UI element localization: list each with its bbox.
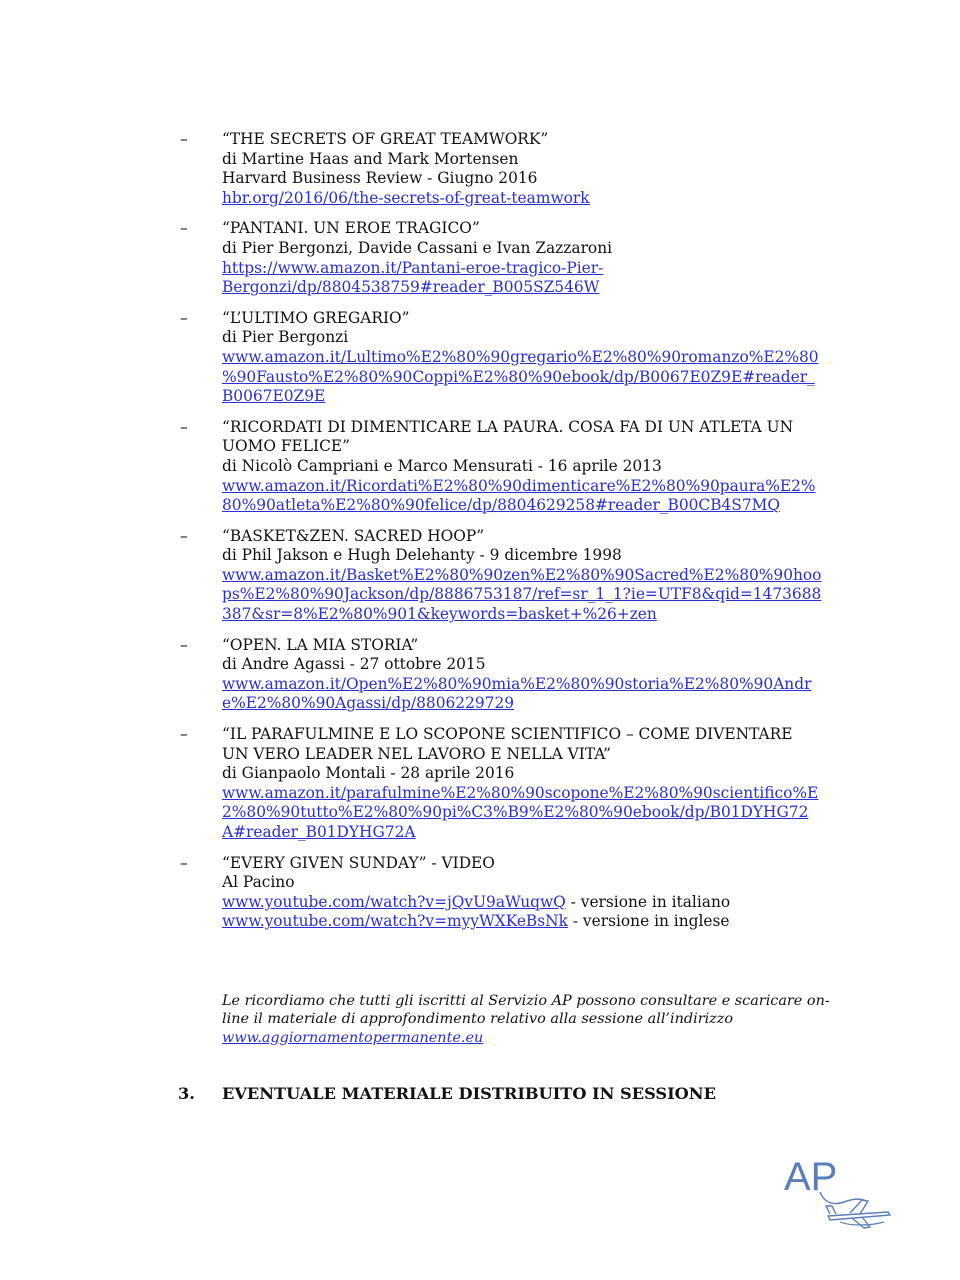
list-item [176, 854, 816, 932]
ref-link[interactable]: 2%80%90tutto%E2%80%90pi%C3%B9%E2%80%90ebook/dp/B01DYHG72 [222, 803, 809, 822]
ref-link[interactable]: www.amazon.it/Open%E2%80%90mia%E2%80%90storia%E2%80%90Andr [222, 674, 812, 693]
ref-title: “EVERY GIVEN SUNDAY” - VIDEO [222, 853, 495, 872]
video-link-italian[interactable]: www.youtube.com/watch?v=jQvU9aWuqwQ [222, 892, 566, 911]
ref-authors: di Pier Bergonzi, Davide Cassani e Ivan Zazzaroni [222, 238, 613, 257]
ap-logo [780, 1152, 900, 1236]
service-note [222, 992, 830, 1047]
ref-link[interactable]: ps%E2%80%90Jackson/dp/8886753187/ref=sr_1_1?ie=UTF8&qid=1473688 [222, 585, 822, 604]
ref-link[interactable]: 80%90atleta%E2%80%90felice/dp/8804629258#reader_B00CB4S7MQ [222, 496, 781, 515]
list-item [176, 308, 819, 407]
ref-link[interactable]: www.amazon.it/Ricordati%E2%80%90dimenticare%E2%80%90paura%E2% [222, 476, 816, 495]
video-row [222, 893, 816, 913]
ref-link[interactable]: https://www.amazon.it/Pantani-eroe-tragico-Pier- [222, 258, 604, 277]
note-link[interactable]: www.aggiornamentopermanente.eu [222, 1029, 484, 1046]
list-dash: – [180, 526, 188, 545]
list-dash: – [180, 635, 188, 654]
ref-link[interactable]: www.amazon.it/parafulmine%E2%80%90scopone%E2%80%90scientifico%E [222, 783, 819, 802]
logo-text: AP [784, 1155, 838, 1199]
list-item [176, 219, 816, 297]
ref-title-continued: UN VERO LEADER NEL LAVORO E NELLA VITA” [222, 744, 611, 763]
ref-title: “L’ULTIMO GREGARIO” [222, 308, 410, 327]
note-line: line il materiale di approfondimento relativo alla sessione all’indirizzo [222, 1011, 734, 1028]
ref-link[interactable]: e%E2%80%90Agassi/dp/8806229729 [222, 694, 515, 713]
list-dash: – [180, 308, 188, 327]
list-item [176, 526, 822, 625]
ref-source: Harvard Business Review - Giugno 2016 [222, 169, 538, 188]
ref-authors: di Nicolò Campriani e Marco Mensurati - 16 aprile 2013 [222, 456, 662, 475]
ref-link[interactable]: www.amazon.it/Basket%E2%80%90zen%E2%80%90Sacred%E2%80%90hoo [222, 565, 822, 584]
ref-title: “OPEN. LA MIA STORIA” [222, 635, 419, 654]
ref-link[interactable]: Bergonzi/dp/8804538759#reader_B005SZ546W [222, 278, 600, 297]
ref-title-continued: UOMO FELICE” [222, 437, 350, 456]
list-dash: – [180, 417, 188, 436]
list-item [176, 130, 816, 208]
video-row [222, 912, 816, 932]
ref-title: “THE SECRETS OF GREAT TEAMWORK” [222, 130, 549, 148]
ref-title: “IL PARAFULMINE E LO SCOPONE SCIENTIFICO – COME DIVENTARE [222, 725, 793, 744]
video-desc: - versione in inglese [567, 912, 730, 931]
section-number: 3. [178, 1084, 195, 1103]
ref-link[interactable]: %90Fausto%E2%80%90Coppi%E2%80%90ebook/dp/B0067E0Z9E#reader_ [222, 367, 815, 386]
ref-title: “RICORDATI DI DIMENTICARE LA PAURA. COSA FA DI UN ATLETA UN [222, 417, 794, 436]
video-link-english[interactable]: www.youtube.com/watch?v=myyWXKeBsNk [222, 912, 568, 931]
section-heading [178, 1084, 716, 1103]
list-item [176, 725, 819, 843]
ref-authors: di Gianpaolo Montali - 28 aprile 2016 [222, 764, 515, 783]
video-desc: - versione in italiano [565, 892, 731, 911]
section-title: EVENTUALE MATERIALE DISTRIBUITO IN SESSIONE [222, 1084, 716, 1103]
ref-authors: di Phil Jakson e Hugh Delehanty - 9 dicembre 1998 [222, 546, 622, 565]
list-dash: – [180, 219, 188, 238]
ref-authors: di Martine Haas and Mark Mortensen [222, 149, 519, 168]
ref-authors: di Pier Bergonzi [222, 328, 349, 347]
list-item [176, 636, 816, 714]
ref-title: “BASKET&ZEN. SACRED HOOP” [222, 526, 485, 545]
airplane-icon [780, 1152, 900, 1236]
ref-link[interactable]: hbr.org/2016/06/the-secrets-of-great-teamwork [222, 188, 590, 207]
ref-authors: di Andre Agassi - 27 ottobre 2015 [222, 655, 486, 674]
list-item [176, 418, 816, 516]
ref-link[interactable]: A#reader_B01DYHG72A [222, 823, 416, 841]
ref-link[interactable]: 387&sr=8%E2%80%901&keywords=basket+%26+zen [222, 605, 657, 624]
ref-link[interactable]: www.amazon.it/Lultimo%E2%80%90gregario%E2%80%90romanzo%E2%80 [222, 347, 819, 366]
list-dash: – [180, 853, 188, 872]
list-dash: – [180, 130, 188, 148]
ref-link[interactable]: B0067E0Z9E [222, 387, 326, 406]
note-line: Le ricordiamo che tutti gli iscritti al Servizio AP possono consultare e scaricare on- [222, 993, 830, 1009]
ref-title: “PANTANI. UN EROE TRAGICO” [222, 219, 480, 238]
reference-list [176, 130, 822, 943]
list-dash: – [180, 725, 188, 744]
ref-authors: Al Pacino [222, 873, 295, 892]
